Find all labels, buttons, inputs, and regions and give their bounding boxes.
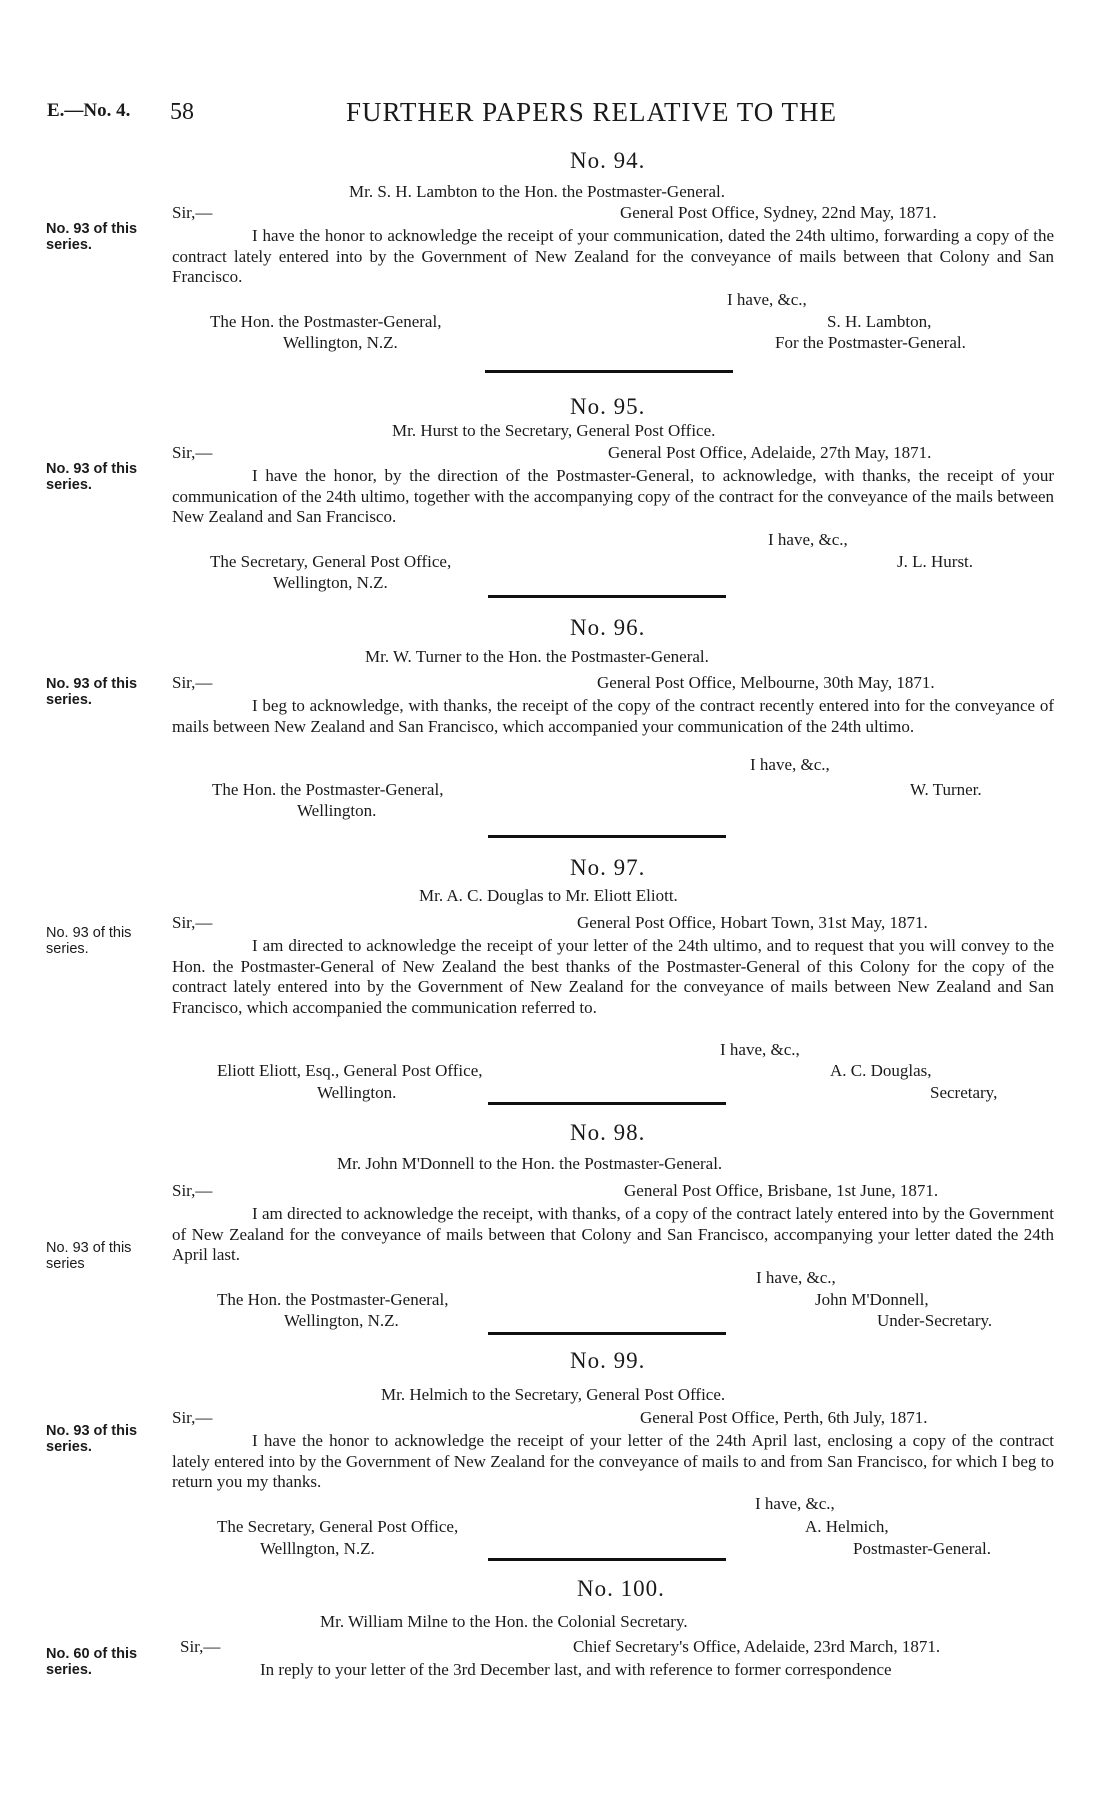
letter-heading: Mr. William Milne to the Hon. the Colonial Secretary. <box>320 1612 688 1631</box>
salutation: Sir,— <box>172 203 213 222</box>
signature-title: Postmaster-General. <box>853 1539 991 1558</box>
signature-title: For the Postmaster-General. <box>775 333 966 352</box>
letter-body: I beg to acknowledge, with thanks, the receipt of the copy of the contract recently entered into for the conveyance of mails between New Zealand and San Francisco, which accompanied your communication of the 24th ultimo. <box>172 696 1054 736</box>
letter-heading: Mr. S. H. Lambton to the Hon. the Postmaster-General. <box>349 182 725 201</box>
letter-number: No. 95. <box>570 394 646 419</box>
closing: I have, &c., <box>768 530 848 549</box>
place-date: General Post Office, Melbourne, 30th May, 1871. <box>597 673 935 692</box>
place-date: Chief Secretary's Office, Adelaide, 23rd March, 1871. <box>573 1637 941 1656</box>
addressee-line: Welllngton, N.Z. <box>260 1539 375 1558</box>
separator-rule <box>488 595 726 598</box>
addressee-line: Wellington. <box>317 1083 397 1102</box>
signature-title: Secretary, <box>930 1083 998 1102</box>
addressee-line: The Secretary, General Post Office, <box>217 1517 459 1536</box>
margin-note: No. 93 of this series. <box>46 676 138 708</box>
margin-note: No. 60 of this series. <box>46 1646 138 1678</box>
salutation: Sir,— <box>172 1181 213 1200</box>
page-number: 58 <box>170 99 194 125</box>
closing: I have, &c., <box>755 1494 835 1513</box>
margin-note: No. 93 of this series. <box>46 925 132 957</box>
letter-body: I am directed to acknowledge the receipt, with thanks, of a copy of the contract lately entered into by the Government of New Zealand for the conveyance of mails between that Colony and San Francisco, accompanying your letter dated the 24th April last. <box>172 1204 1054 1264</box>
document-reference: E.—No. 4. <box>47 100 131 121</box>
addressee-line: The Hon. the Postmaster-General, <box>210 312 442 331</box>
place-date: General Post Office, Brisbane, 1st June, 1871. <box>624 1181 939 1200</box>
addressee-line: Wellington. <box>297 801 377 820</box>
salutation: Sir,— <box>180 1637 221 1656</box>
signature-name: J. L. Hurst. <box>897 552 974 571</box>
salutation: Sir,— <box>172 673 213 692</box>
signature-name: A. Helmich, <box>805 1517 889 1536</box>
letter-number: No. 96. <box>570 615 646 640</box>
salutation: Sir,— <box>172 913 213 932</box>
letter-heading: Mr. Hurst to the Secretary, General Post Office. <box>392 421 716 440</box>
margin-note: No. 93 of this series. <box>46 1423 138 1455</box>
separator-rule <box>485 370 733 373</box>
separator-rule <box>488 835 726 838</box>
margin-note: No. 93 of this series <box>46 1240 132 1272</box>
closing: I have, &c., <box>720 1040 800 1059</box>
letter-heading: Mr. W. Turner to the Hon. the Postmaster-General. <box>365 647 709 666</box>
signature-name: A. C. Douglas, <box>830 1061 932 1080</box>
letter-body: In reply to your letter of the 3rd December last, and with reference to former correspondence <box>260 1660 892 1679</box>
addressee-line: The Hon. the Postmaster-General, <box>212 780 444 799</box>
letter-body: I have the honor to acknowledge the receipt of your letter of the 24th April last, enclosing a copy of the contract lately entered into by the Government of New Zealand for the conveyance of mails to and from San Francisco, for which I beg to return you my thanks. <box>172 1431 1054 1491</box>
addressee-line: Wellington, N.Z. <box>283 333 398 352</box>
closing: I have, &c., <box>756 1268 836 1287</box>
closing: I have, &c., <box>750 755 830 774</box>
separator-rule <box>488 1102 726 1105</box>
salutation: Sir,— <box>172 443 213 462</box>
letter-number: No. 99. <box>570 1348 646 1373</box>
letter-body: I have the honor, by the direction of the Postmaster-General, to acknowledge, with thanks, the receipt of your communication of the 24th ultimo, together with the accompanying copy of the contract for the conveyance of the mails between New Zealand and San Francisco. <box>172 466 1054 526</box>
letter-number: No. 100. <box>577 1576 665 1601</box>
margin-note: No. 93 of this series. <box>46 221 138 253</box>
signature-name: John M'Donnell, <box>815 1290 929 1309</box>
separator-rule <box>488 1332 726 1335</box>
signature-name: S. H. Lambton, <box>827 312 932 331</box>
addressee-line: Wellington, N.Z. <box>284 1311 399 1330</box>
letter-heading: Mr. John M'Donnell to the Hon. the Postmaster-General. <box>337 1154 723 1173</box>
separator-rule <box>488 1558 726 1561</box>
closing: I have, &c., <box>727 290 807 309</box>
salutation: Sir,— <box>172 1408 213 1427</box>
letter-heading: Mr. Helmich to the Secretary, General Post Office. <box>381 1385 726 1404</box>
letter-number: No. 97. <box>570 855 646 880</box>
addressee-line: Eliott Eliott, Esq., General Post Office, <box>217 1061 483 1080</box>
place-date: General Post Office, Adelaide, 27th May, 1871. <box>608 443 932 462</box>
place-date: General Post Office, Sydney, 22nd May, 1871. <box>620 203 937 222</box>
page-title: FURTHER PAPERS RELATIVE TO THE <box>346 97 837 127</box>
place-date: General Post Office, Hobart Town, 31st May, 1871. <box>577 913 928 932</box>
signature-name: W. Turner. <box>910 780 982 799</box>
letter-heading: Mr. A. C. Douglas to Mr. Eliott Eliott. <box>419 886 678 905</box>
addressee-line: Wellington, N.Z. <box>273 573 388 592</box>
addressee-line: The Secretary, General Post Office, <box>210 552 452 571</box>
letter-body: I am directed to acknowledge the receipt of your letter of the 24th ultimo, and to request that you will convey to the Hon. the Postmaster-General of New Zealand the best thanks of the Postmaster-General of this Colony for the copy of the contract lately entered into by the Government of New Zealand for the conveyance of mails between New Zealand and San Francisco, which accompanied the communication referred to. <box>172 936 1054 1017</box>
letter-body: I have the honor to acknowledge the receipt of your communication, dated the 24th ultimo, forwarding a copy of the contract lately entered into by the Government of New Zealand for the conveyance of mails between that Colony and San Francisco. <box>172 226 1054 286</box>
signature-title: Under-Secretary. <box>877 1311 993 1330</box>
letter-number: No. 94. <box>570 148 646 173</box>
margin-note: No. 93 of this series. <box>46 461 138 493</box>
letter-number: No. 98. <box>570 1120 646 1145</box>
place-date: General Post Office, Perth, 6th July, 1871. <box>640 1408 928 1427</box>
addressee-line: The Hon. the Postmaster-General, <box>217 1290 449 1309</box>
